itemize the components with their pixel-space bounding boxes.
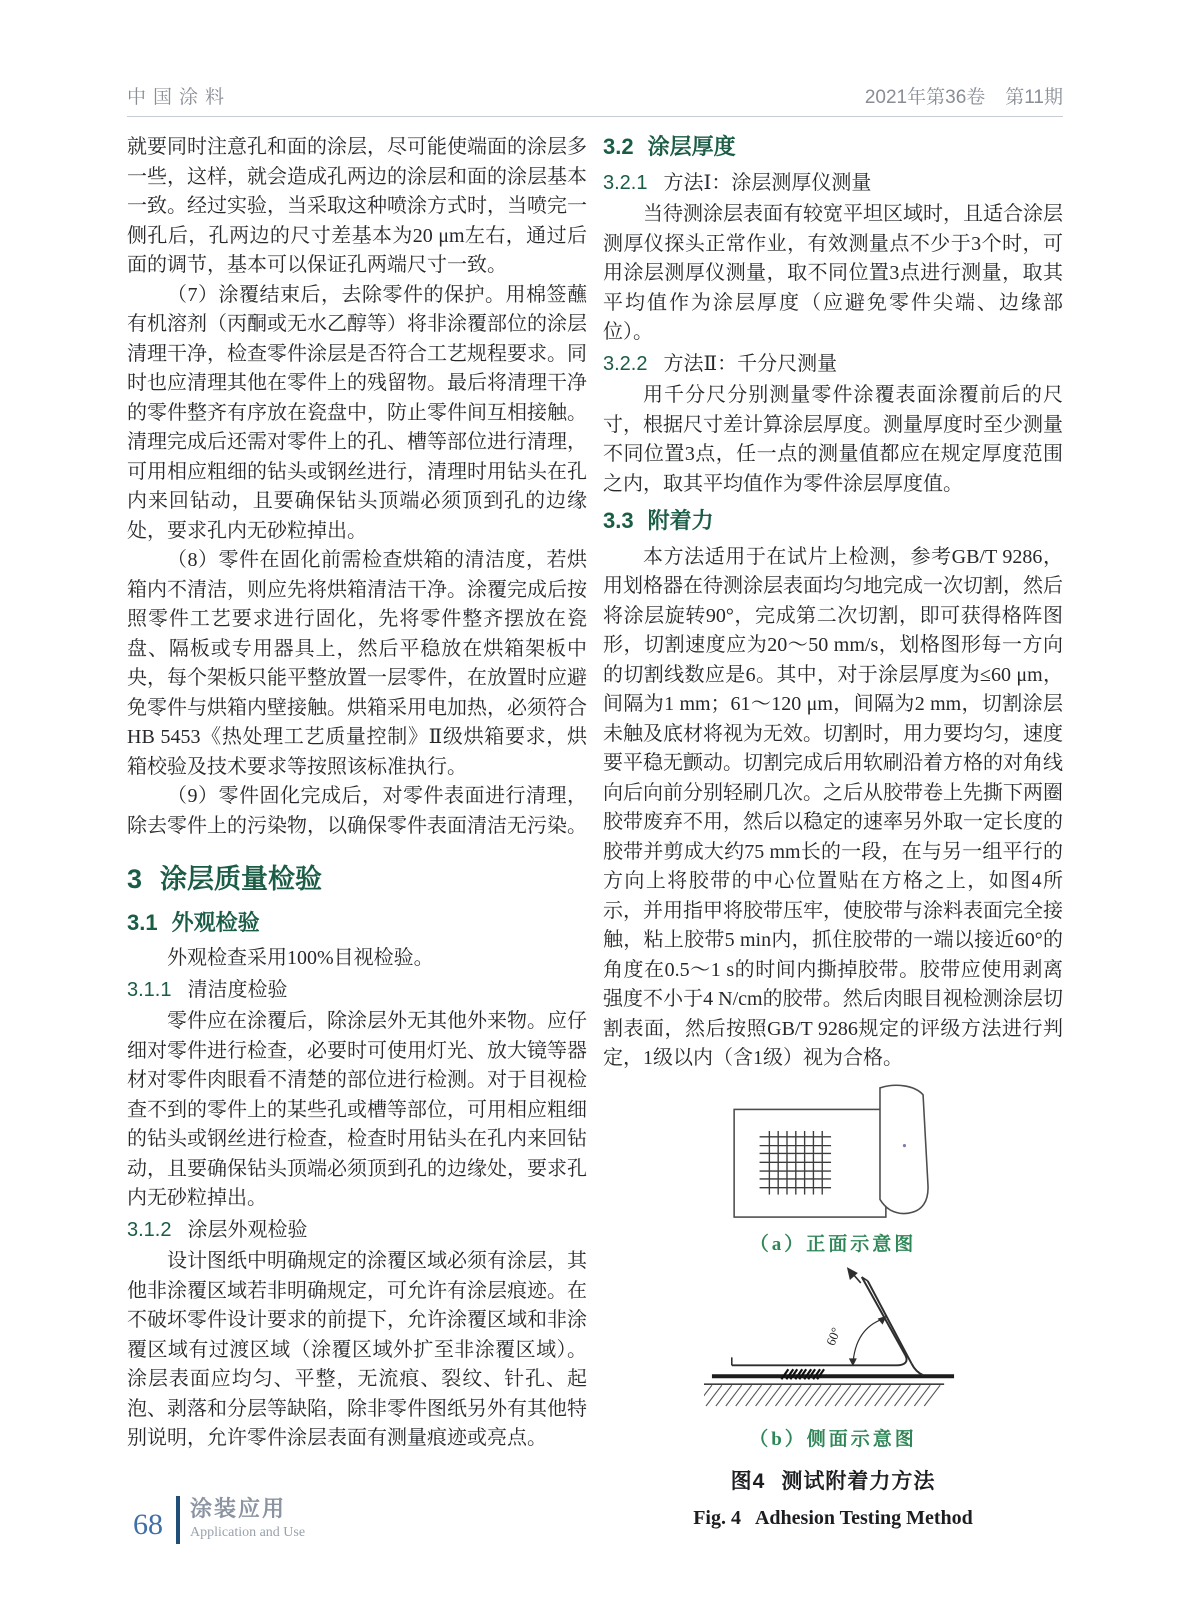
section-title: 外观检验 [171, 909, 260, 935]
figure-title-cn [603, 1467, 1063, 1497]
paragraph-item-7: （7）涂覆结束后，去除零件的保护。用棉签蘸有机溶剂（丙酮或无水乙醇等）将非涂覆部位的涂层清理干净，检查零件涂层是否符合工艺规程要求。同时也应清理其他在零件上的残留物。最后将清理干净的零件整齐有序放在瓷盘中，防止零件间互相接触。清理完成后还需对零件上的孔、槽等部位进行清理，可用相应粗细的钻头或钢丝进行，清理时用钻头在孔内来回钻动，且要确保钻头顶端必须顶到孔的边缘处，要求孔内无砂粒掉出。 [127, 283, 587, 542]
section-title: 附着力 [647, 508, 714, 534]
figure-a-front-view-image [730, 1082, 936, 1221]
ground-hatching [704, 1385, 940, 1406]
issue-number-text: 第11期 [1005, 87, 1063, 108]
figure-title-en-text: Adhesion Testing Method [754, 1506, 973, 1529]
issue-info [865, 82, 1063, 109]
footer-divider-bar [176, 1496, 180, 1544]
tape-dot [903, 1144, 906, 1147]
angle-arc [849, 1316, 887, 1367]
section-number: 3.2.2 [603, 352, 648, 375]
section-number: 3.2 [603, 134, 634, 159]
section-title: 涂层质量检验 [160, 864, 323, 894]
paragraph-3-1: 外观检查采用100%目视检验。 [167, 947, 434, 970]
paragraph-3-2-2: 用千分尺分别测量零件涂覆表面涂覆前后的尺寸，根据尺寸差计算涂层厚度。测量厚度时至少测量不同位置3点，任一点的测量值都应在规定厚度范围之内，取其平均值作为零件涂层厚度值。 [603, 384, 1063, 495]
section-title: 清洁度检验 [187, 978, 288, 1001]
footer-column-cn: 涂装应用 [190, 1496, 287, 1521]
section-number: 3.3 [603, 508, 634, 534]
footer-column-title [190, 1496, 305, 1541]
section-title: 方法Ⅰ：涂层测厚仪测量 [663, 171, 872, 194]
paragraph-3-2-1: 当待测涂层表面有较宽平坦区域时，且适合涂层测厚仪探头正常作业，有效测量点不少于3个时，可用涂层测厚仪测量，取不同位置3点进行测量，取其平均值作为涂层厚度（应避免零件尖端、边缘部位）。 [603, 203, 1063, 344]
figure-a-caption: （a）正面示意图 [749, 1234, 917, 1256]
figure-b-side-view-image [704, 1267, 962, 1416]
section-number: 3 [127, 864, 143, 894]
test-panel-outline [734, 1109, 886, 1217]
tape-strip [880, 1085, 928, 1213]
angle-label: 60° [823, 1325, 844, 1348]
left-column [127, 133, 587, 1533]
page-body [127, 133, 1063, 1533]
section-heading-3-2-1 [603, 169, 1063, 199]
paragraph-item-9: （9）零件固化完成后，对零件表面进行清理，除去零件上的污染物，以确保零件表面清洁无污染。 [127, 785, 587, 837]
section-number: 3.1 [127, 909, 158, 935]
section-title: 涂层厚度 [647, 134, 736, 159]
journal-name: 中国涂料 [127, 87, 232, 108]
section-number: 3.1.2 [127, 1218, 172, 1241]
paragraph-continued: 就要同时注意孔和面的涂层，尽可能使端面的涂层多一些，这样，就会造成孔两边的涂层和面的涂层基本一致。经过实验，当采取这种喷涂方式时，当喷完一侧孔后，孔两边的尺寸差基本为20 μm左右，通过后面的调节，基本可以保证孔两端尺寸一致。 [127, 136, 587, 276]
section-heading-3-1-2 [127, 1216, 587, 1246]
figure-number-cn: 图4 [730, 1470, 766, 1494]
page-footer [133, 1496, 305, 1544]
paragraph-item-8: （8）零件在固化前需检查烘箱的清洁度，若烘箱内不清洁，则应先将烘箱清洁干净。涂覆完成后按照零件工艺要求进行固化，先将零件整齐摆放在瓷盘、隔板或专用器具上，然后平稳放在烘箱架板中央，每个架板只能平整放置一层零件，在放置时应避免零件与烘箱内壁接触。烘箱采用电加热，必须符合HB 5453《热处理工艺质量控制》Ⅱ级烘箱要求，烘箱校验及技术要求等按照该标准执行。 [127, 549, 587, 778]
paragraph-3-1-2: 设计图纸中明确规定的涂覆区域必须有涂层，其他非涂覆区域若非明确规定，可允许有涂层痕迹。在不破坏零件设计要求的前提下，允许涂覆区域和非涂覆区域有过渡区域（涂覆区域外扩至非涂覆区域）。涂层表面应均匀、平整，无流痕、裂纹、针孔、起泡、剥落和分层等缺陷，除非零件图纸另外有其他特别说明，允许零件涂层表面有测量痕迹或亮点。 [127, 1250, 587, 1450]
figure-b-caption: （b）侧面示意图 [749, 1429, 917, 1451]
section-number: 3.2.1 [603, 171, 648, 194]
footer-column-en: Application and Use [190, 1525, 306, 1541]
page-header [127, 82, 1063, 117]
pull-arrow [847, 1267, 861, 1283]
section-heading-3-2 [603, 133, 1063, 162]
section-heading-3-3 [603, 507, 1063, 536]
right-column [603, 133, 1063, 1533]
page-number: 68 [133, 1508, 163, 1541]
section-number: 3.1.1 [127, 978, 172, 1001]
figure-title-en [603, 1504, 1063, 1534]
paragraph-3-1-1: 零件应在涂覆后，除涂层外无其他外来物。应仔细对零件进行检查，必要时可使用灯光、放大镜等器材对零件肉眼看不清楚的部位进行检测。对于目视检查不到的零件上的某些孔或槽等部位，可用相应粗细的钻头或钢丝进行检查，检查时用钻头在孔内来回钻动，且要确保钻头顶端必须顶到孔的边缘处，要求孔内无砂粒掉出。 [127, 1010, 587, 1210]
figure-title-cn-text: 测试附着力方法 [781, 1470, 936, 1494]
figure-4 [603, 1082, 1063, 1533]
section-title: 方法Ⅱ：千分尺测量 [663, 352, 838, 375]
section-heading-3-1 [127, 909, 587, 938]
paragraph-3-3: 本方法适用于在试片上检测，参考GB/T 9286，用划格器在待测涂层表面均匀地完成一次切割，然后将涂层旋转90°，完成第二次切割，即可获得格阵图形，切割速度应为20～50 mm/s，划格图形每一方向的切割线数应是6。其中，对于涂层厚度为≤60 μm，间隔为1 mm；61～120 μm，间隔为2 mm，切割涂层未触及底材将视为无效。切割时，用力要均匀，速度要平稳无颤动。切割完成后用软刷沿着方格的对角线向后向前分别轻刷几次。之后从胶带卷上先撕下两圈胶带废弃不用，然后以稳定的速率另外取一定长度的胶带并剪成大约75 mm长的一段，在与另一组平行的方向上将胶带的中心位置贴在方格之上，如图4所示，并用指甲将胶带压牢，使胶带与涂料表面完全接触，粘上胶带5 min内，抓住胶带的一端以接近60°的角度在0.5～1 s的时间内撕掉胶带。胶带应使用剥离强度不小于4 N/cm的胶带。然后肉眼目视检测涂层切割表面，然后按照GB/T 9286规定的评级方法进行判定，1级以内（含1级）视为合格。 [603, 545, 1063, 1070]
section-heading-3-1-1 [127, 976, 587, 1006]
volume-text: 2021年第36卷 [864, 87, 986, 108]
section-heading-3 [127, 863, 587, 897]
tape-profile [732, 1277, 924, 1375]
section-heading-3-2-2 [603, 350, 1063, 380]
figure-number-en: Fig. 4 [693, 1506, 741, 1529]
section-title: 涂层外观检验 [187, 1218, 308, 1241]
